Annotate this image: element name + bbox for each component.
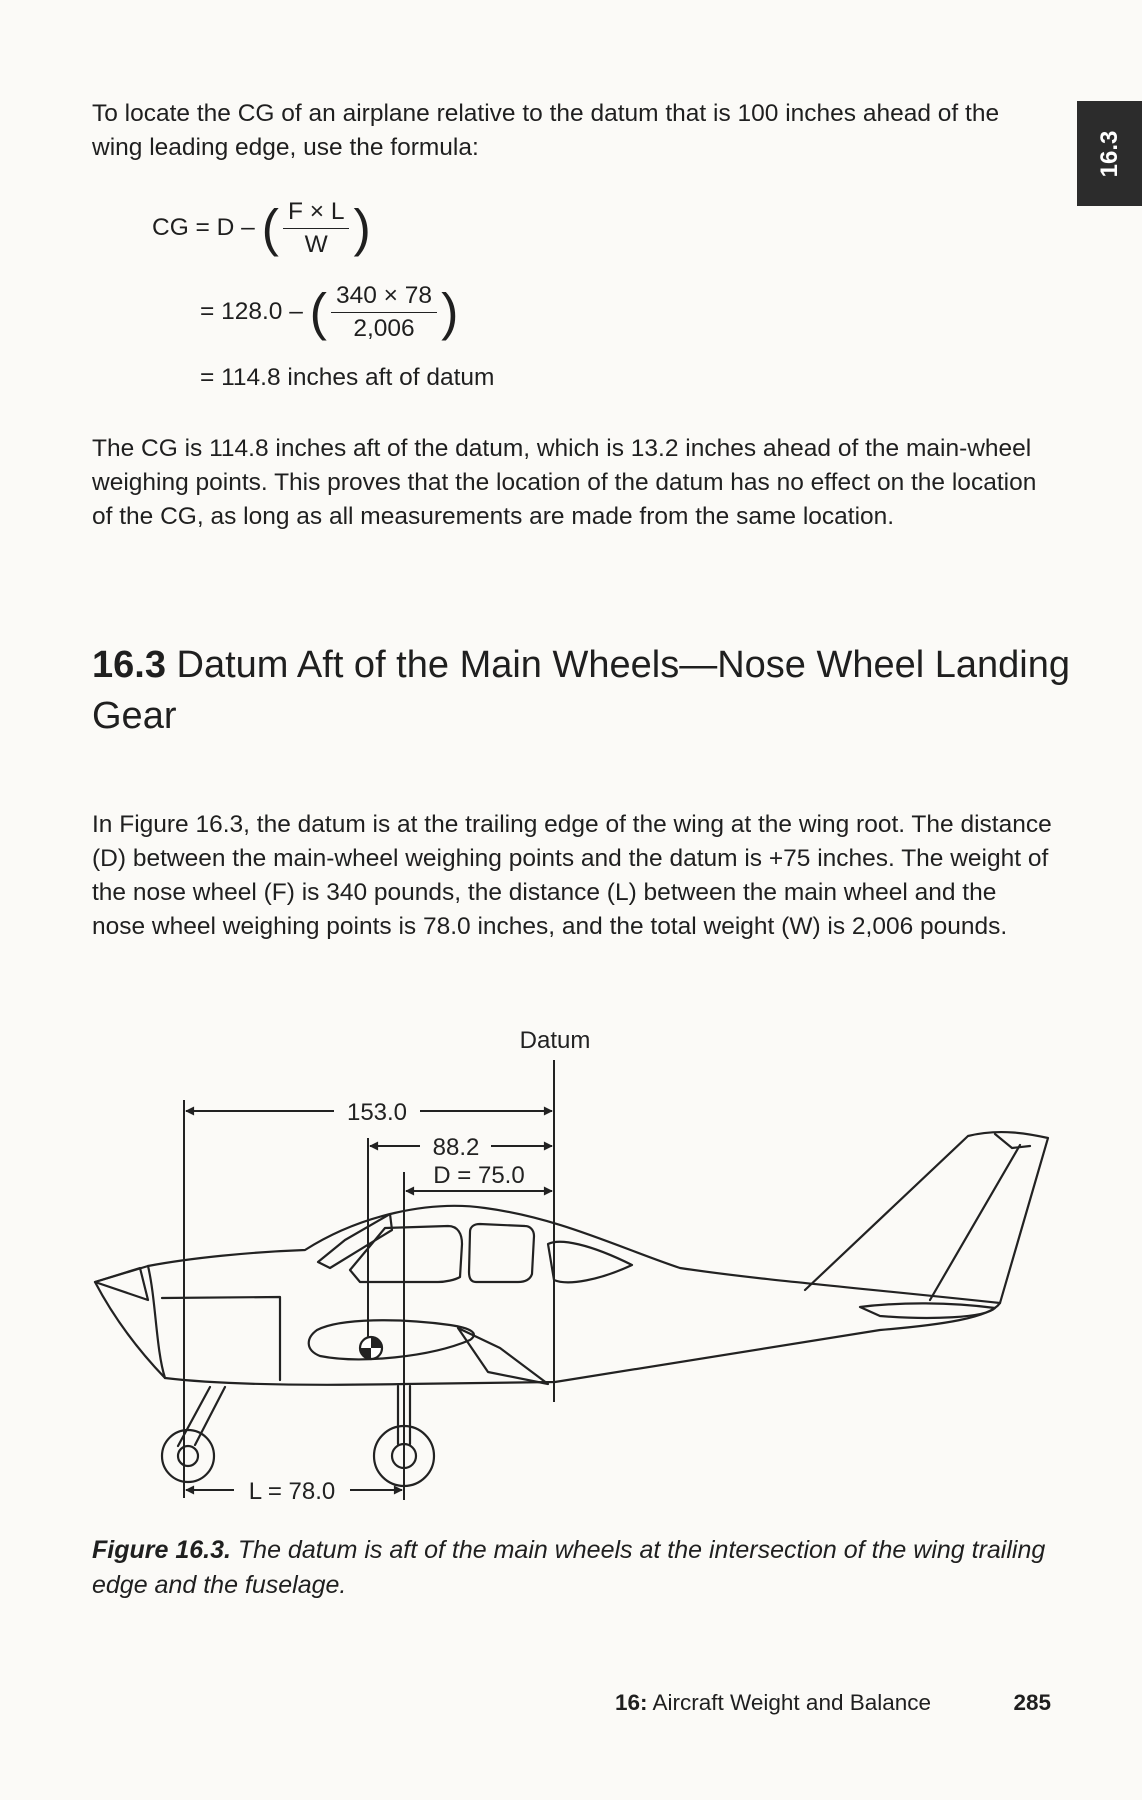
formula-line-2: = 128.0 – ( $\frac{340 \times 78}{2,006}$ ) bbox=[200, 282, 459, 342]
wing-root-fairing bbox=[309, 1320, 474, 1359]
section-number: 16.3 bbox=[92, 644, 166, 686]
nose-wheel bbox=[162, 1430, 214, 1482]
page-number: 285 bbox=[1013, 1690, 1051, 1715]
airplane-drawing bbox=[95, 1132, 1048, 1486]
figure-caption bbox=[92, 1533, 1072, 1603]
figure-caption-label: Figure 16.3. bbox=[92, 1536, 231, 1564]
formula-numerator-1: F × L bbox=[283, 197, 350, 229]
datum-label: Datum bbox=[519, 1027, 591, 1054]
section-tab-label: 16.3 bbox=[1095, 130, 1123, 177]
rudder-top-cap bbox=[995, 1134, 1030, 1148]
airplane-datum-figure bbox=[0, 1010, 1142, 1520]
section-title: Datum Aft of the Main Wheels—Nose Wheel Landing Gear bbox=[92, 644, 1070, 737]
formula-numerator-2: 340 × 78 bbox=[331, 281, 437, 313]
intro-paragraph: To locate the CG of an airplane relative to the datum that is 100 inches ahead of the wing leading edge, use the formula: bbox=[92, 100, 1000, 161]
dim-l-label: L = 78.0 bbox=[248, 1478, 336, 1505]
footer-chapter-number: 16: bbox=[615, 1690, 648, 1715]
cg-explanation-paragraph: The CG is 114.8 inches aft of the datum, which is 13.2 inches ahead of the main-wheel weighing points. This proves that the location of the datum has no effect on the location of the CG, as long as all measurements are made from the same location. bbox=[92, 435, 1037, 530]
formula-denominator-2: 2,006 bbox=[353, 315, 415, 342]
dim-882-label: 88.2 bbox=[432, 1134, 480, 1161]
section-tab bbox=[1077, 101, 1142, 206]
cabin-window-2 bbox=[469, 1224, 534, 1282]
nose-gear-strut-back bbox=[195, 1387, 225, 1445]
datum-paragraph: In Figure 16.3, the datum is at the trailing edge of the wing at the wing root. The distance (D) between the main-wheel weighing points and the datum is +75 inches. The weight of the nose wheel (F) is 340 pounds, the distance (L) between the main wheel and the nose wheel weighing points is 78.0 inches, and the total weight (W) is 2,006 pounds. bbox=[92, 811, 1052, 940]
cabin-window-3 bbox=[548, 1242, 632, 1283]
flap-section bbox=[458, 1328, 548, 1384]
figure-caption-text: The datum is aft of the main wheels at the intersection of the wing trailing edge and the fuselage. bbox=[92, 1536, 1046, 1599]
cowl-panel bbox=[162, 1297, 280, 1380]
formula-line-3: = 114.8 inches aft of datum bbox=[200, 364, 495, 391]
footer-chapter bbox=[615, 1690, 931, 1716]
section-heading bbox=[92, 640, 1072, 742]
dimension-lines bbox=[184, 1100, 552, 1500]
horizontal-stabilizer bbox=[860, 1303, 995, 1318]
formula-denominator-1: W bbox=[304, 231, 328, 258]
nose-wheel-hub bbox=[178, 1446, 198, 1466]
dim-153-label: 153.0 bbox=[346, 1099, 408, 1126]
cg-symbol bbox=[360, 1337, 382, 1359]
formula-lhs-2: = 128.0 – bbox=[200, 297, 303, 325]
formula-lhs-1: CG = D – bbox=[152, 213, 255, 241]
footer-chapter-title: Aircraft Weight and Balance bbox=[652, 1690, 932, 1715]
windshield-frame bbox=[318, 1214, 392, 1268]
cabin-window-1 bbox=[350, 1226, 462, 1282]
dim-d-label: D = 75.0 bbox=[433, 1162, 525, 1189]
formula-line-1: CG = D – ( $\frac{F \times L}{W}$ ) bbox=[152, 198, 371, 258]
page-footer bbox=[615, 1690, 1051, 1716]
